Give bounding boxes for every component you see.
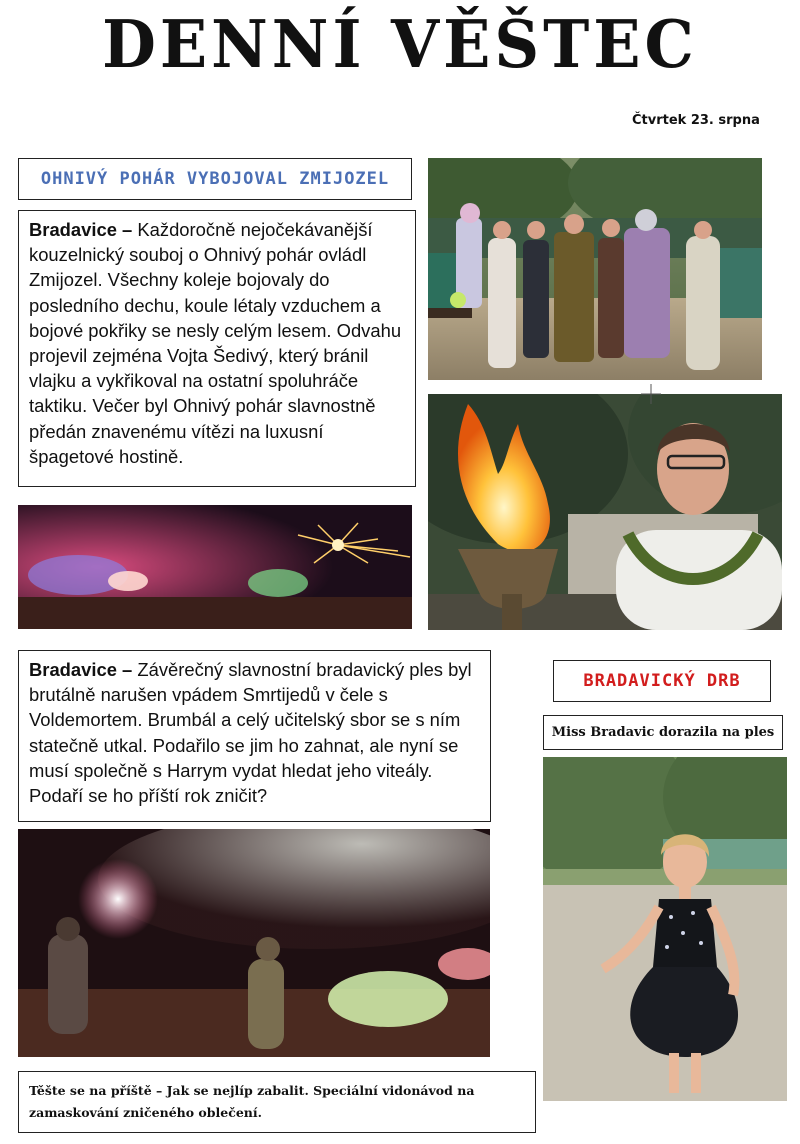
smoke-battle-photo	[18, 829, 490, 1057]
teaser-text: Těšte se na příště – Jak se nejlíp zabalit. Speciální vidonávod na zamaskování zničeného oblečení.	[29, 1083, 475, 1120]
article-dateline: Bradavice –	[29, 659, 133, 680]
article-dateline: Bradavice –	[29, 219, 133, 240]
newspaper-masthead: DENNÍ VĚŠTEC	[102, 6, 698, 83]
gossip-caption	[543, 715, 783, 750]
flaming-goblet-photo	[428, 394, 782, 630]
costumed-group-photo	[428, 158, 762, 380]
article-goblet-of-fire	[18, 210, 416, 487]
girl-in-dress-photo	[543, 757, 787, 1101]
night-fireworks-photo	[18, 505, 412, 629]
issue-date: Čtvrtek 23. srpna	[632, 113, 760, 128]
headline-text: BRADAVICKÝ DRB	[583, 671, 741, 691]
headline-gossip	[553, 660, 771, 702]
article-body: Každoročně nejočekávanější kouzelnický souboj o Ohnivý pohár ovládl Zmijozel. Všechny koleje bojovaly do posledního dechu, koule létaly vzduchem a bojové pokřiky se nesly celým lesem. Odvahu projevil zejména Vojta Šedivý, který bránil vlajku a vykřikoval na ostatní spoluhráče taktiku. Večer byl Ohnivý pohár slavnostně předán znavenému vítězi na luxusní špagetové hostině.	[29, 219, 402, 467]
article-death-eaters	[18, 650, 491, 822]
headline-goblet-of-fire	[18, 158, 412, 200]
crosshair-cursor-icon	[641, 384, 661, 404]
next-issue-teaser	[18, 1071, 536, 1133]
headline-text: OHNIVÝ POHÁR VYBOJOVAL ZMIJOZEL	[40, 169, 390, 189]
caption-text: Miss Bradavic dorazila na ples	[551, 725, 775, 740]
article-body: Závěrečný slavnostní bradavický ples byl brutálně narušen vpádem Smrtijedů v čele s Voldemortem. Brumbál a celý učitelský sbor se s ním statečně utkal. Podařilo se jim ho zahnat, ale nyní se musí společně s Harrym vydat hledat jeho viteály. Podaří se ho příští rok zničit?	[29, 659, 472, 807]
